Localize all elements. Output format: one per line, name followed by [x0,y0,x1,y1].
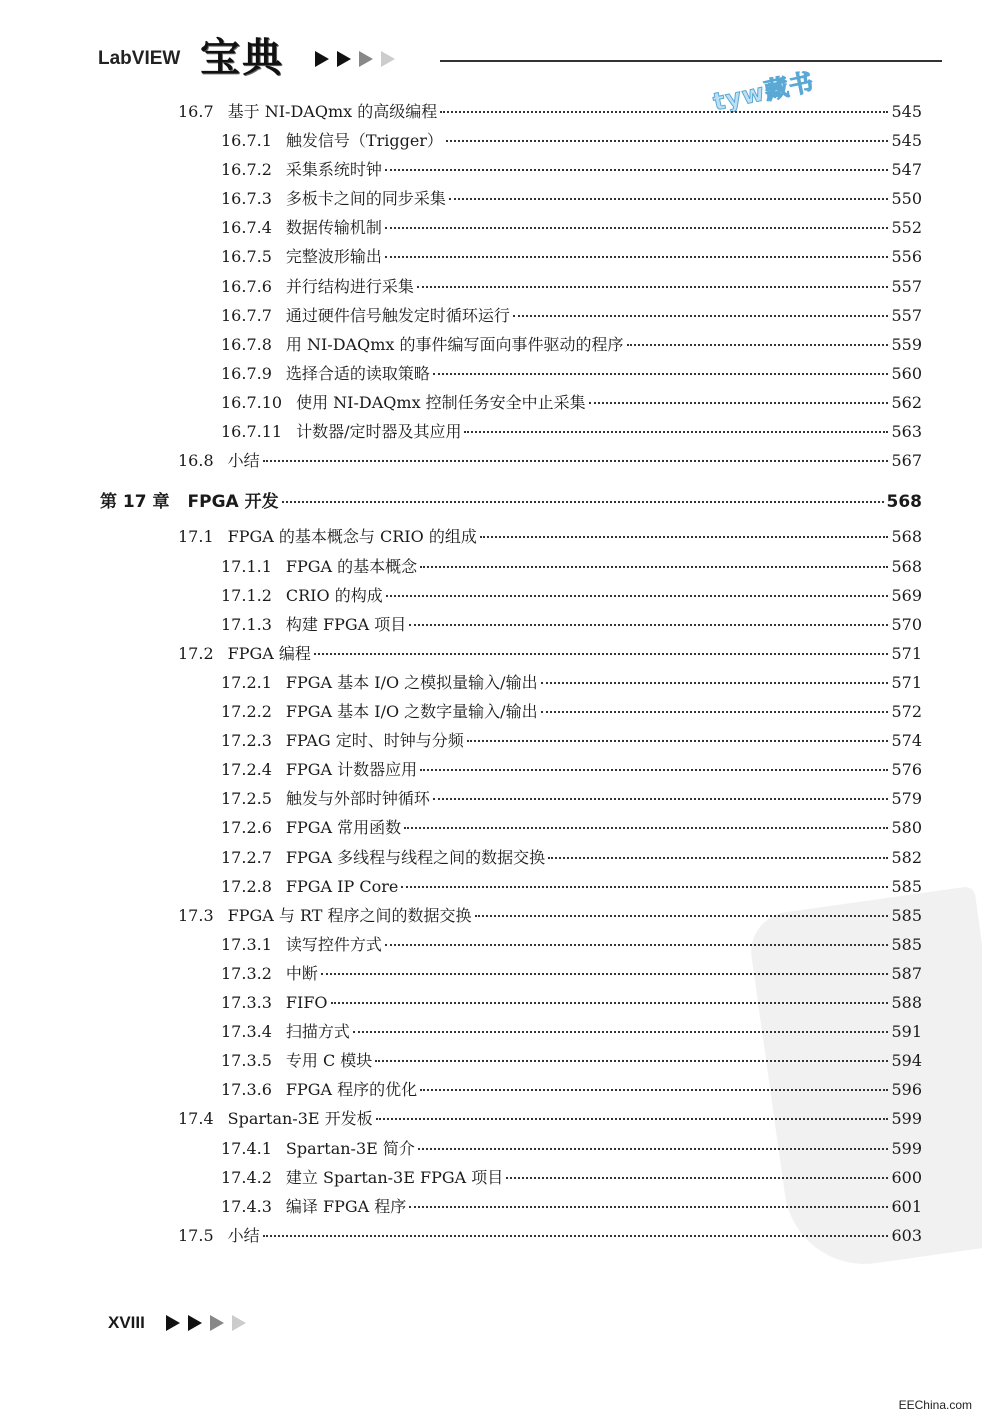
toc-title: 计数器/定时器及其应用 [296,422,462,441]
toc-subsection [221,306,922,326]
toc-page: 568 [886,492,922,512]
toc-subsection [221,702,922,722]
dot-leader [376,1118,889,1120]
toc-title: CRIO 的构成 [285,586,383,605]
toc-page: 587 [891,964,922,983]
toc-page: 599 [891,1139,922,1158]
toc-number: 17.4 [178,1109,214,1128]
dot-leader [475,915,889,917]
toc-number: 16.7.11 [221,422,283,441]
toc-page: 562 [891,393,922,412]
toc-number: 16.7 [178,102,214,121]
toc-title: FPGA 多线程与线程之间的数据交换 [285,848,546,867]
toc-page: 545 [891,102,922,121]
toc-subsection [221,1080,922,1100]
toc-subsection [221,615,922,635]
dot-leader [480,536,889,538]
toc-subsection [221,557,922,577]
toc-title: FPGA 编程 [227,644,311,663]
toc-page: 580 [891,818,922,837]
toc-title: 构建 FPGA 项目 [285,615,407,634]
toc-page: 600 [891,1168,922,1187]
dot-leader [464,431,888,433]
toc-page: 585 [891,935,922,954]
library-stamp: tyw藏书 [710,67,817,117]
dot-leader [385,256,889,258]
arrow-icon [232,1315,246,1331]
toc-page: 585 [891,906,922,925]
toc-subsection [221,1022,922,1042]
toc-title: 多板卡之间的同步采集 [285,189,446,208]
toc-number: 17.1.1 [221,557,272,576]
dot-leader [417,286,889,288]
toc-subsection [221,964,922,984]
toc-title: FPGA 基本 I/O 之模拟量输入/输出 [285,673,538,692]
toc-number: 第 17 章 [100,492,170,512]
toc-page: 552 [891,218,922,237]
toc-page: 556 [891,247,922,266]
toc-section [178,527,922,547]
toc-number: 16.7.3 [221,189,272,208]
toc-page: 545 [891,131,922,150]
toc-number: 16.7.5 [221,247,272,266]
dot-leader [386,595,889,597]
page-header [0,0,982,90]
toc-page: 594 [891,1051,922,1070]
toc-title: FPGA 与 RT 程序之间的数据交换 [227,906,472,925]
toc-title: FPGA 的基本概念与 CRIO 的组成 [227,527,477,546]
toc-section [178,644,922,664]
dot-leader [385,169,889,171]
page-number: XVIII [108,1313,145,1332]
toc-number: 17.2.2 [221,702,272,721]
toc-number: 16.7.6 [221,277,272,296]
toc-title: FPGA 的基本概念 [285,557,418,576]
toc-subsection [221,189,922,209]
dot-leader [440,111,888,113]
toc-title: 完整波形输出 [285,247,382,266]
dot-leader [331,1002,889,1004]
toc-section [178,1109,922,1129]
arrow-icon [315,51,329,67]
dot-leader [433,798,889,800]
dot-leader [263,1235,889,1237]
toc-subsection [221,364,922,384]
dot-leader [420,769,888,771]
toc-number: 17.3.4 [221,1022,272,1041]
toc-number: 17.2.3 [221,731,272,750]
toc-number: 17.4.1 [221,1139,272,1158]
toc-number: 17.3.2 [221,964,272,983]
toc-page: 585 [891,877,922,896]
toc-page: 572 [891,702,922,721]
toc-page: 579 [891,789,922,808]
arrow-icon [359,51,373,67]
toc-number: 17.5 [178,1226,214,1245]
toc-number: 17.3.1 [221,935,272,954]
toc-number: 17.1.2 [221,586,272,605]
toc-number: 17.2.5 [221,789,272,808]
toc-page: 576 [891,760,922,779]
toc-number: 17.3.6 [221,1080,272,1099]
toc-subsection [221,247,922,267]
dot-leader [321,973,889,975]
dot-leader [385,227,889,229]
dot-leader [409,624,888,626]
toc-subsection [221,993,922,1013]
toc-subsection [221,673,922,693]
toc-number: 16.8 [178,451,214,470]
arrow-icon [188,1315,202,1331]
toc-number: 17.3.5 [221,1051,272,1070]
toc-title: 小结 [227,1226,260,1245]
toc-subsection [221,393,922,413]
toc-page: 601 [891,1197,922,1216]
toc-subsection [221,335,922,355]
toc-number: 17.2.6 [221,818,272,837]
toc-title: FPGA IP Core [285,877,399,896]
toc-title: FPGA 基本 I/O 之数字量输入/输出 [285,702,538,721]
dot-leader [548,857,888,859]
toc-title: 编译 FPGA 程序 [285,1197,407,1216]
toc-title: 触发与外部时钟循环 [285,789,430,808]
toc-number: 17.4.2 [221,1168,272,1187]
toc-number: 16.7.7 [221,306,272,325]
dot-leader [409,1206,888,1208]
toc-chapter [100,492,922,512]
toc-subsection [221,848,922,868]
toc-subsection [221,789,922,809]
toc-page: 557 [891,277,922,296]
toc-number: 17.2.1 [221,673,272,692]
toc-section [178,1226,922,1246]
header-arrows [315,51,395,67]
toc-page: 563 [891,422,922,441]
toc-subsection [221,1139,922,1159]
toc-title: 专用 C 模块 [285,1051,373,1070]
toc-subsection [221,218,922,238]
dot-leader [404,827,888,829]
toc-page: 570 [891,615,922,634]
toc-number: 17.1 [178,527,214,546]
toc-title: Spartan-3E 简介 [285,1139,415,1158]
toc-number: 16.7.1 [221,131,272,150]
toc-subsection [221,935,922,955]
toc-page: 569 [891,586,922,605]
toc-subsection [221,277,922,297]
dot-leader [541,711,889,713]
source-credit: EEChina.com [898,1398,972,1412]
toc-page: 568 [891,557,922,576]
toc-number: 17.4.3 [221,1197,272,1216]
toc-number: 16.7.9 [221,364,272,383]
toc-title: 数据传输机制 [285,218,382,237]
toc-page: 567 [891,451,922,470]
toc-title: 基于 NI-DAQmx 的高级编程 [227,102,438,121]
toc-title: FPGA 计数器应用 [285,760,418,779]
toc-number: 17.2.8 [221,877,272,896]
toc-number: 16.7.4 [221,218,272,237]
toc-subsection [221,586,922,606]
toc-page: 571 [891,644,922,663]
toc-number: 16.7.8 [221,335,272,354]
dot-leader [627,344,889,346]
dot-leader [401,886,888,888]
toc-page: 603 [891,1226,922,1245]
toc-title: FPGA 常用函数 [285,818,402,837]
arrow-icon [210,1315,224,1331]
toc-page: 582 [891,848,922,867]
brand-title-en: LabVIEW [98,48,181,69]
dot-leader [420,1089,888,1091]
toc-title: FPGA 开发 [187,492,279,512]
dot-leader [513,315,889,317]
toc-subsection [221,877,922,897]
toc-title: FPAG 定时、时钟与分频 [285,731,464,750]
toc-subsection [221,422,922,442]
toc-subsection [221,818,922,838]
toc-title: Spartan-3E 开发板 [227,1109,373,1128]
header-rule [440,60,942,62]
toc-section [178,102,922,122]
dot-leader [467,740,889,742]
toc-title: 采集系统时钟 [285,160,382,179]
toc-page: 588 [891,993,922,1012]
toc-title: 触发信号（Trigger） [285,131,443,150]
arrow-icon [381,51,395,67]
dot-leader [282,501,884,503]
toc-number: 16.7.10 [221,393,283,412]
toc-title: FIFO [285,993,328,1012]
dot-leader [418,1148,889,1150]
toc-subsection [221,760,922,780]
toc-number: 17.2 [178,644,214,663]
toc-title: 选择合适的读取策略 [285,364,430,383]
toc-number: 17.2.7 [221,848,272,867]
dot-leader [541,682,889,684]
toc-page: 560 [891,364,922,383]
toc-title: FPGA 程序的优化 [285,1080,418,1099]
arrow-icon [166,1315,180,1331]
toc-page: 547 [891,160,922,179]
dot-leader [433,373,889,375]
toc-number: 17.1.3 [221,615,272,634]
dot-leader [314,653,889,655]
toc-title: 通过硬件信号触发定时循环运行 [285,306,510,325]
toc-page: 568 [891,527,922,546]
dot-leader [446,140,889,142]
toc-page: 571 [891,673,922,692]
arrow-icon [337,51,351,67]
footer-arrows [166,1315,246,1331]
toc-subsection [221,160,922,180]
toc-title: 用 NI-DAQmx 的事件编写面向事件驱动的程序 [285,335,624,354]
toc-title: 小结 [227,451,260,470]
toc-number: 16.7.2 [221,160,272,179]
toc-section [178,906,922,926]
toc-number: 17.3 [178,906,214,925]
toc-title: 并行结构进行采集 [285,277,414,296]
toc-subsection [221,1197,922,1217]
dot-leader [449,198,889,200]
toc-page: 559 [891,335,922,354]
toc-title: 使用 NI-DAQmx 控制任务安全中止采集 [296,393,586,412]
toc-section [178,451,922,471]
toc-title: 读写控件方式 [285,935,382,954]
toc-number: 17.2.4 [221,760,272,779]
toc-page: 599 [891,1109,922,1128]
toc-subsection [221,1168,922,1188]
toc-subsection [221,1051,922,1071]
dot-leader [420,566,888,568]
dot-leader [375,1060,888,1062]
toc-page: 596 [891,1080,922,1099]
dot-leader [353,1031,889,1033]
toc-title: 中断 [285,964,318,983]
dot-leader [385,944,889,946]
toc-page: 574 [891,731,922,750]
toc-subsection [221,731,922,751]
dot-leader [263,460,889,462]
toc-page: 557 [891,306,922,325]
dot-leader [506,1177,888,1179]
dot-leader [589,402,889,404]
toc-number: 17.3.3 [221,993,272,1012]
toc-title: 扫描方式 [285,1022,350,1041]
toc-title: 建立 Spartan-3E FPGA 项目 [285,1168,504,1187]
toc-subsection [221,131,922,151]
brand-title-cn: 宝典 [200,35,284,81]
toc-page: 591 [891,1022,922,1041]
toc-page: 550 [891,189,922,208]
